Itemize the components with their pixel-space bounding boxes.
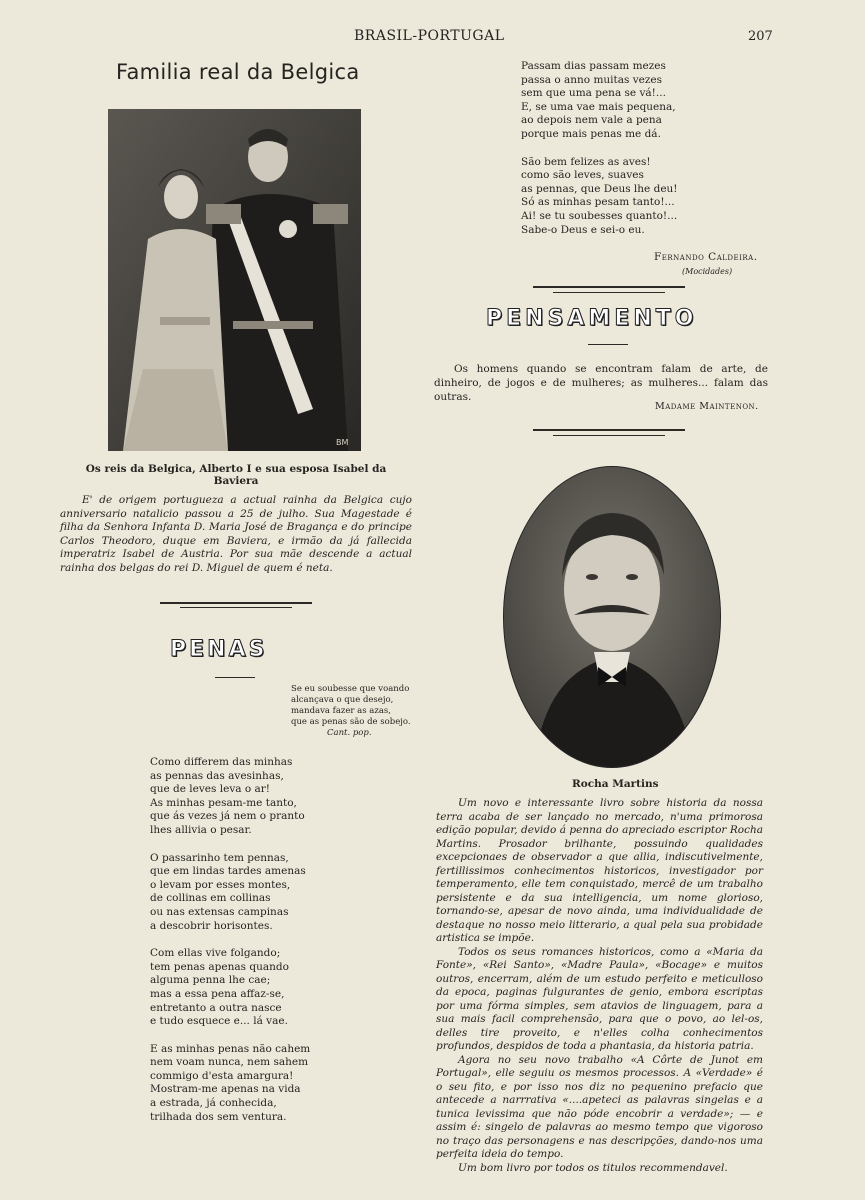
verse-line: sem que uma pena se vá!... (521, 87, 666, 100)
verse-line: as pennas das avesinhas, (150, 769, 284, 782)
author-signature: Fernando Caldeira. (654, 251, 758, 263)
running-head: BRASIL-PORTUGAL (354, 28, 505, 44)
verse-line: que ás vezes já nem o pranto (150, 810, 305, 823)
poem-continuation (521, 60, 761, 251)
title-underline (588, 344, 628, 345)
verse-line: mas a essa pena affaz-se, (150, 987, 285, 1000)
divider-rule (180, 607, 292, 608)
verse-line: Sabe-o Deus e sei-o eu. (521, 223, 645, 236)
stanza (150, 1043, 380, 1125)
belgica-paragraph: E' de origem portugueza a actual rainha da Belgica cujo anniversario natalicio passou a 25 de julho. Sua Magestade é filha da Senhora Infanta D. Maria José de Bragança e do principe Carlos Theodoro, duque em Baviera, e irmão da já fallecida imperatriz Isabel de Austria. Por sua mãe descende a actual rainha dos belgas do rei D. Miguel de quem é neta. (60, 494, 412, 574)
pensamento-paragraph: Os homens quando se encontram falam de arte, de dinheiro, de jogos e de mulheres; as mulheres... falam das outras. (434, 363, 768, 403)
verse-line: ou nas extensas campinas (150, 905, 289, 918)
divider-rule (533, 286, 685, 288)
belgica-article-text (60, 494, 412, 575)
divider-rule (553, 292, 665, 293)
portrait-caption: Rocha Martins (572, 778, 659, 790)
article-paragraph: Um bom livro por todos os titulos recommendavel. (458, 1161, 728, 1174)
royal-couple-photo (108, 109, 361, 451)
verse-line: alguma penna lhe cae; (150, 974, 271, 987)
verse-line: São bem felizes as aves! (521, 155, 651, 168)
epigraph-line: mandava fazer as azas, (291, 706, 391, 716)
epigraph-source: Cant. pop. (327, 728, 372, 738)
verse-line: E, se uma vae mais pequena, (521, 100, 676, 113)
divider-rule (533, 429, 685, 431)
verse-line: as pennas, que Deus lhe deu! (521, 182, 678, 195)
photo-caption: Os reis da Belgica, Alberto I e sua esposa Isabel da Baviera (85, 463, 387, 487)
portrait-illustration (504, 467, 720, 767)
epigraph-line: alcançava o que desejo, (291, 695, 394, 705)
epigraph-line: Se eu soubesse que voando (291, 684, 410, 694)
title-underline (215, 677, 255, 678)
verse-line: Passam dias passam mezes (521, 60, 666, 72)
divider-rule (160, 602, 312, 604)
photo-monogram: BM (336, 438, 349, 447)
verse-line: a estrada, já conhecida, (150, 1097, 277, 1110)
section-title-pensamento: PENSAMENTO (486, 306, 698, 331)
verse-line: que de leves leva o ar! (150, 783, 271, 796)
verse-line: a descobrir horisontes. (150, 919, 273, 932)
verse-line: nem voam nunca, nem sahem (150, 1056, 309, 1069)
stanza (150, 852, 380, 934)
verse-line: Com ellas vive folgando; (150, 947, 281, 960)
stanza (521, 60, 761, 142)
verse-line: de collinas em collinas (150, 892, 271, 905)
article-paragraph: Agora no seu novo trabalho «A Côrte de Junot em Portugal», elle seguiu os mesmos processos. A «Verdade» é o seu fito, e por isso nos diz no pequenino prefacio que antecede a narrrativa «....apeteci as palavras singelas e a tunica levissima que não póde encobrir a verdade»; — e assim é: singelo de palavras ao mesmo tempo que vigoroso no traço das personagens e nas descripções, dando-nos uma perfeita ideia do tempo. (436, 1053, 763, 1160)
verse-line: Ai! se tu soubesses quanto!... (521, 209, 678, 222)
royal-couple-illustration (108, 109, 361, 451)
verse-line: Só as minhas pesam tanto!... (521, 196, 675, 209)
article-paragraph: Todos os seus romances historicos, como a «Maria da Fonte», «Rei Santo», «Madre Paula», «Bocage» e muitos outros, encerram, além de um estudo perfeito e meticulloso da epoca, paginas fulgurantes de genio, embora escriptas por uma fórma simples, sem atavios de linguagem, para a sua mais facil comprehensão, para que o povo, ao lel-os, delles tire proveito, e n'elles colha conhecimentos profundos, despidos de toda a phantasia, da historia patria. (436, 945, 763, 1052)
verse-line: o levam por esses montes, (150, 878, 291, 891)
article-paragraph: Um novo e interessante livro sobre historia da nossa terra acaba de ser lançado no mercado, n'uma primorosa edição popular, devido á penna do apreciado escriptor Rocha Martins. Prosador brilhante, possuindo qualidades excepcionaes de observador a que allia, indiscutivelmente, fertillissimos conhecimentos historicos, investigador por temperamento, elle tem conquistado, mercê de um trabalho persistente e da sua intelligencia, um nome glorioso, tornando-se, apesar de novo ainda, uma individualidade de destaque no nosso meio litterario, a qual pela sua probidade artistica se impõe. (436, 797, 763, 944)
poem-title-penas: PENAS (170, 637, 268, 662)
verse-line: trilhada dos sem ventura. (150, 1110, 287, 1123)
verse-line: passa o anno muitas vezes (521, 73, 663, 86)
author-signature: Madame Maintenon. (655, 401, 759, 412)
pensamento-text (434, 362, 768, 404)
source-note: (Mocidades) (682, 267, 733, 276)
verse-line: O passarinho tem pennas, (150, 851, 289, 864)
verse-line: Como differem das minhas (150, 756, 293, 768)
rocha-martins-portrait (503, 466, 721, 768)
verse-line: e tudo esquece e... lá vae. (150, 1015, 288, 1028)
verse-line: Mostram-me apenas na vida (150, 1083, 301, 1096)
verse-line: entretanto a outra nasce (150, 1001, 282, 1014)
martins-article-text (436, 797, 763, 1175)
article-title-belgica: Familia real da Belgica (116, 60, 360, 84)
verse-line: ao depois nem vale a pena (521, 114, 662, 127)
verse-line: que em lindas tardes amenas (150, 865, 306, 878)
divider-rule (553, 435, 665, 436)
stanza (150, 947, 380, 1029)
verse-line: E as minhas penas não cahem (150, 1042, 311, 1055)
verse-line: As minhas pesam-me tanto, (150, 796, 297, 809)
verse-line: lhes allivia o pesar. (150, 823, 252, 836)
stanza (150, 756, 380, 838)
verse-line: tem penas apenas quando (150, 960, 289, 973)
verse-line: commigo d'esta amargura! (150, 1069, 294, 1082)
verse-line: como são leves, suaves (521, 169, 644, 182)
poem-penas (150, 756, 380, 1138)
stanza (521, 156, 761, 238)
epigraph (291, 684, 421, 739)
verse-line: porque mais penas me dá. (521, 127, 661, 140)
epigraph-line: que as penas são de sobejo. (291, 717, 411, 727)
page-number: 207 (748, 29, 773, 44)
